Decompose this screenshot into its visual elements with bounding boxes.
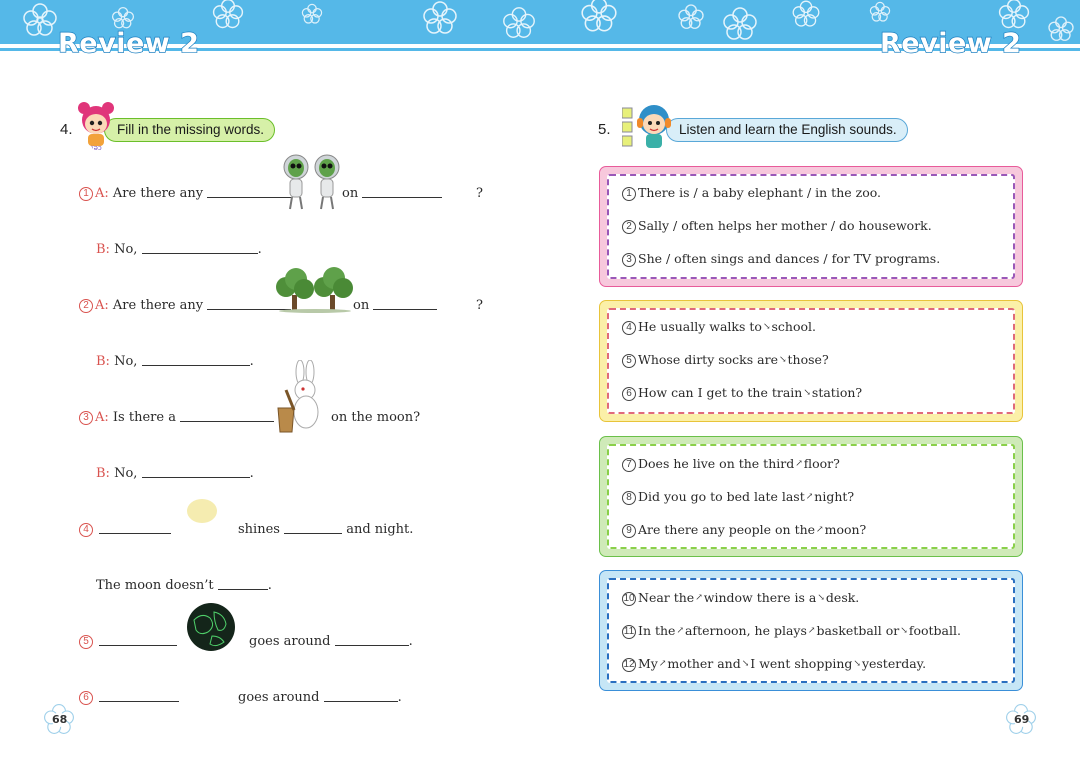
flower-decoration xyxy=(300,2,324,26)
exercise-item-3a xyxy=(79,410,274,426)
sentence-row xyxy=(622,185,881,201)
rising-tone-icon: ↗ xyxy=(816,525,824,535)
sentence-text: There is / a baby elephant / in the zoo. xyxy=(638,185,882,200)
answer-blank[interactable] xyxy=(335,634,409,646)
trees-image xyxy=(276,267,354,313)
flower-decoration xyxy=(1046,14,1076,44)
exercise-item-3b: B: No, . xyxy=(96,466,254,481)
sentence-text: station? xyxy=(811,385,863,400)
sun-image xyxy=(186,498,218,524)
sentence-row xyxy=(622,319,816,335)
sentence-text: The moon doesn’t xyxy=(96,578,214,593)
exercise-item-3a-tail xyxy=(331,410,420,426)
question-text: Are there any xyxy=(112,298,204,313)
answer-blank[interactable] xyxy=(142,466,250,478)
verb-text: shines xyxy=(238,522,280,537)
phrase-text: and night. xyxy=(346,522,414,537)
sentence-text: window there is a xyxy=(703,590,817,605)
preposition-text: on xyxy=(342,186,359,201)
sounds-box-4 xyxy=(599,570,1023,691)
answer-blank[interactable] xyxy=(99,634,177,646)
exercise-item-4-line2: The moon doesn’t . xyxy=(96,578,272,593)
svg-text:ᵞəɔ: ᵞəɔ xyxy=(91,144,102,152)
exercise-item-5-tail: goes around . xyxy=(249,634,413,649)
sentence-row xyxy=(622,623,961,639)
item-number: 1 xyxy=(622,187,636,201)
item-number: 1 xyxy=(79,187,93,201)
rising-tone-icon: ↗ xyxy=(695,593,703,603)
answer-blank[interactable] xyxy=(284,522,342,534)
speaker-label: A: xyxy=(95,298,109,313)
rising-tone-icon: ↗ xyxy=(676,626,684,636)
sentence-text: How can I get to the train xyxy=(638,385,803,400)
question-mark: ? xyxy=(476,298,483,313)
sentence-text: I went shopping xyxy=(750,656,853,671)
preposition-text: on xyxy=(353,298,370,313)
sounds-box-2 xyxy=(599,300,1023,422)
exercise-item-4-tail xyxy=(238,522,413,538)
answer-blank[interactable] xyxy=(324,690,398,702)
item-number: 2 xyxy=(622,220,636,234)
answer-text: No, xyxy=(114,242,138,257)
falling-tone-icon: ↘ xyxy=(900,626,908,636)
item-number: 5 xyxy=(79,635,93,649)
falling-tone-icon: ↘ xyxy=(762,322,771,332)
item-number: 12 xyxy=(623,659,635,670)
question-mark: ? xyxy=(476,186,483,201)
sounds-box-3 xyxy=(599,436,1023,557)
flower-decoration xyxy=(420,0,460,38)
answer-blank[interactable] xyxy=(99,690,179,702)
answer-text: No, xyxy=(114,466,138,481)
falling-tone-icon: ↘ xyxy=(803,388,811,398)
sentence-text: moon? xyxy=(824,522,867,537)
question-text: Is there a xyxy=(112,410,176,425)
item-number: 9 xyxy=(622,524,636,538)
verb-text: goes around xyxy=(238,690,320,705)
sentence-text: He usually walks to xyxy=(638,319,762,334)
answer-blank[interactable] xyxy=(362,186,442,198)
sentence-row xyxy=(622,590,859,606)
sentence-text: night? xyxy=(814,489,855,504)
item-number: 3 xyxy=(79,411,93,425)
sentence-text: floor? xyxy=(803,456,840,471)
answer-blank[interactable] xyxy=(373,298,437,310)
sounds-box-1 xyxy=(599,166,1023,287)
answer-blank[interactable] xyxy=(207,186,291,198)
rising-tone-icon: ↗ xyxy=(658,659,667,669)
item-number: 7 xyxy=(622,458,636,472)
flower-decoration xyxy=(20,0,60,40)
aliens-image xyxy=(281,153,343,211)
sentence-text: mother and xyxy=(667,656,741,671)
sentence-text: Did you go to bed late last xyxy=(638,489,805,504)
sentence-row xyxy=(622,218,932,234)
exercise-item-2a-tail xyxy=(353,298,437,314)
exercise-item-2a xyxy=(79,298,291,314)
location-text: on the moon? xyxy=(331,410,421,425)
speaker-label: B: xyxy=(96,354,110,369)
page-number-left: 68 xyxy=(52,713,68,726)
sentence-text: desk. xyxy=(825,590,860,605)
sentence-row xyxy=(622,251,940,267)
answer-blank[interactable] xyxy=(99,522,171,534)
answer-blank[interactable] xyxy=(218,578,268,590)
sentence-text: afternoon, he plays xyxy=(684,623,807,638)
verb-text: goes around xyxy=(249,634,331,649)
sentence-row xyxy=(622,385,862,401)
item-number: 10 xyxy=(623,593,635,604)
speaker-label: A: xyxy=(95,410,109,425)
section-number: 4. xyxy=(60,121,73,138)
exercise-item-5 xyxy=(79,634,177,650)
item-number: 8 xyxy=(622,491,636,505)
rising-tone-icon: ↗ xyxy=(807,626,816,636)
item-number: 4 xyxy=(622,321,636,335)
falling-tone-icon: ↘ xyxy=(853,659,861,669)
sentence-text: Are there any people on the xyxy=(638,522,816,537)
exercise-item-6-tail: goes around . xyxy=(238,690,402,705)
falling-tone-icon: ↘ xyxy=(817,593,825,603)
sentence-text: My xyxy=(638,656,658,671)
question-text: Are there any xyxy=(112,186,204,201)
flower-decoration xyxy=(500,4,538,42)
item-number: 2 xyxy=(79,299,93,313)
flower-decoration xyxy=(578,0,620,36)
section-instruction: Fill in the missing words. xyxy=(104,118,275,142)
sentence-text: Near the xyxy=(638,590,695,605)
answer-blank[interactable] xyxy=(142,354,250,366)
flower-decoration xyxy=(210,0,246,32)
sentence-row xyxy=(622,352,829,368)
flower-decoration xyxy=(720,4,760,44)
rising-tone-icon: ↗ xyxy=(805,492,814,502)
speaker-label: B: xyxy=(96,466,110,481)
speaker-label: B: xyxy=(96,242,110,257)
sentence-text: school. xyxy=(771,319,816,334)
exercise-item-1b: B: No, . xyxy=(96,242,262,257)
flower-decoration xyxy=(676,2,706,32)
girl-mascot-icon xyxy=(76,100,116,152)
falling-tone-icon: ↘ xyxy=(741,659,750,669)
sentence-text: Whose dirty socks are xyxy=(638,352,778,367)
answer-blank[interactable] xyxy=(180,410,274,422)
sentence-text: football. xyxy=(908,623,961,638)
exercise-item-6 xyxy=(79,690,179,706)
answer-blank[interactable] xyxy=(142,242,258,254)
page-title-right: Review 2 xyxy=(880,28,1022,59)
exercise-item-1a xyxy=(79,186,291,202)
item-number: 11 xyxy=(623,626,635,637)
sentence-text: yesterday. xyxy=(861,656,927,671)
sentence-text: Sally / often helps her mother / do housework. xyxy=(638,218,932,233)
answer-text: No, xyxy=(114,354,138,369)
sentence-row xyxy=(622,456,840,472)
sentence-text: In the xyxy=(638,623,676,638)
boy-headphones-mascot-icon xyxy=(622,100,674,152)
sentence-row xyxy=(622,656,926,672)
exercise-item-1a-tail xyxy=(342,186,442,202)
section-number: 5. xyxy=(598,121,611,138)
item-number: 5 xyxy=(622,354,636,368)
item-number: 6 xyxy=(622,387,636,401)
speaker-label: A: xyxy=(95,186,109,201)
earth-image xyxy=(186,602,236,652)
exercise-item-2b: B: No, . xyxy=(96,354,254,369)
sentence-text: Does he live on the third xyxy=(638,456,795,471)
sentence-row xyxy=(622,522,866,538)
item-number: 3 xyxy=(622,253,636,267)
rising-tone-icon: ↗ xyxy=(795,459,803,469)
page-number-right: 69 xyxy=(1014,713,1030,726)
item-number: 4 xyxy=(79,523,93,537)
rabbit-image xyxy=(272,360,324,436)
item-number: 6 xyxy=(79,691,93,705)
flower-decoration xyxy=(868,0,892,24)
sentence-text: She / often sings and dances / for TV programs. xyxy=(638,251,941,266)
sentence-row xyxy=(622,489,854,505)
sentence-text: basketball or xyxy=(816,623,900,638)
exercise-item-4 xyxy=(79,522,171,538)
section-instruction: Listen and learn the English sounds. xyxy=(666,118,908,142)
sentence-text: those? xyxy=(787,352,829,367)
falling-tone-icon: ↘ xyxy=(778,355,787,365)
flower-decoration xyxy=(790,0,822,30)
page-title-left: Review 2 xyxy=(58,28,200,59)
